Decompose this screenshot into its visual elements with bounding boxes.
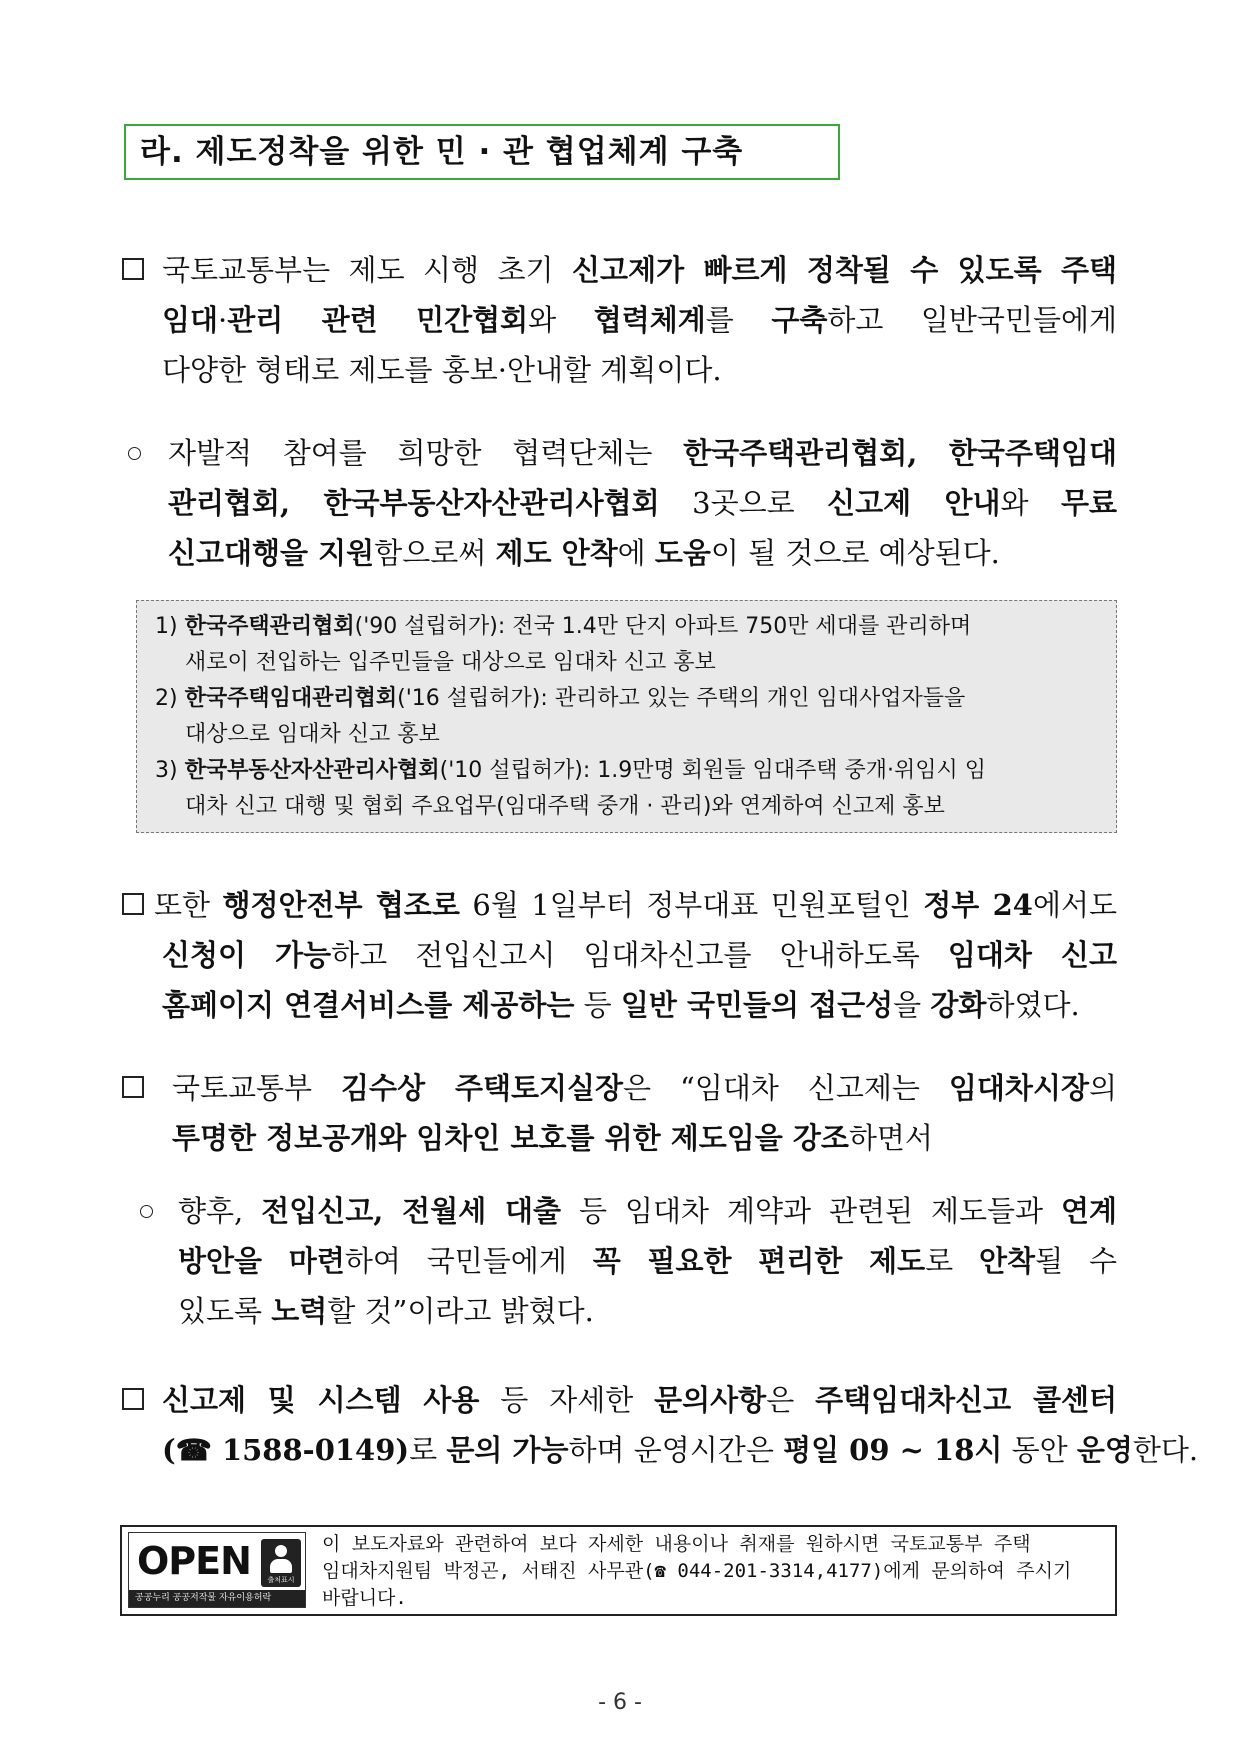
text-segment: 등 임대차 계약과 관련된 제도들과 xyxy=(561,1194,1061,1228)
bold-text-segment: 관리협회, 한국부동산자산관리사협회 xyxy=(168,486,660,520)
paragraph-line xyxy=(162,1425,1199,1475)
kogl-strip xyxy=(129,1590,305,1607)
text-segment: 2) xyxy=(155,686,185,711)
association-notes-box xyxy=(136,600,1117,833)
note-item-1-cont: 새로이 전입하는 입주민들을 대상으로 임대차 신고 홍보 xyxy=(185,650,716,675)
text-segment: 3곳으로 xyxy=(659,486,828,520)
paragraph-director-statement xyxy=(120,1063,1117,1163)
bold-text-segment: 임대차시장 xyxy=(948,1071,1089,1105)
text-segment: 국토교통부는 제도 시행 초기 xyxy=(162,253,573,287)
text-segment: 를 xyxy=(705,303,772,337)
text-segment: ('10 설립허가): 1.9만명 회원들 임대주택 중개·위임시 임 xyxy=(439,758,986,783)
text-segment: 할 것”이라고 밝혔다. xyxy=(327,1294,594,1328)
checkbox-bullet-icon xyxy=(122,1076,144,1098)
note-item-2 xyxy=(155,681,1102,717)
bold-text-segment: 문의사항 xyxy=(654,1383,767,1417)
text-segment: 에 xyxy=(617,536,655,570)
paragraph-cooperation xyxy=(120,245,1117,395)
bold-text-segment: 한국주택임대관리협회 xyxy=(184,686,398,711)
paragraph-line xyxy=(162,1375,1117,1425)
text-segment: 이 될 것으로 예상된다. xyxy=(710,536,1000,570)
checkbox-bullet-icon xyxy=(122,893,144,915)
paragraph-line xyxy=(178,1286,1117,1336)
bold-text-segment: 일반 국민들의 접근성 xyxy=(620,988,894,1022)
text-segment: 은 “임대차 신고제는 xyxy=(623,1071,949,1105)
contact-text xyxy=(322,1531,1108,1612)
text-segment: 동안 xyxy=(1002,1433,1077,1467)
paragraph-gov24 xyxy=(120,880,1117,1030)
checkbox-bullet-icon xyxy=(122,258,144,280)
attribution-person-icon xyxy=(261,1539,301,1587)
text-segment: ('90 설립허가): 전국 1.4만 단지 아파트 750만 세대를 관리하며 xyxy=(354,614,972,639)
note-item-3-cont: 대차 신고 대행 및 협회 주요업무(임대주택 중개 · 관리)와 연계하여 신고제 홍보 xyxy=(185,794,945,819)
bold-text-segment: 방안을 마련 xyxy=(178,1244,345,1278)
bold-text-segment: 도움 xyxy=(654,536,711,570)
circle-bullet-icon xyxy=(140,1205,153,1218)
text-segment: 하면서 xyxy=(848,1121,933,1155)
paragraph-line xyxy=(162,345,1117,395)
checkbox-bullet-icon xyxy=(122,1388,144,1410)
paragraph-partner-associations xyxy=(124,428,1117,578)
bold-text-segment: 문의 가능 xyxy=(446,1433,569,1467)
paragraph-line xyxy=(168,428,1117,478)
section-heading: 라. 제도정착을 위한 민 · 관 협업체계 구축 xyxy=(124,124,840,180)
paragraph-line xyxy=(154,880,1117,930)
text-segment: 함으로써 xyxy=(374,536,496,570)
paragraph-line xyxy=(162,980,1117,1030)
text-segment: ('16 설립허가): 관리하고 있는 주택의 개인 임대사업자들을 xyxy=(397,686,966,711)
contact-info-box xyxy=(120,1525,1117,1616)
bold-text-segment: 평일 09 ~ 18시 xyxy=(783,1433,1003,1467)
bold-text-segment: 신고제가 빠르게 정착될 수 있도록 주택 xyxy=(572,253,1117,287)
bold-text-segment: 신고제 안내 xyxy=(827,486,1001,520)
paragraph-line xyxy=(172,1063,1117,1113)
text-segment: 하였다. xyxy=(986,988,1080,1022)
paragraph-line xyxy=(168,528,1117,578)
text-segment: 또한 xyxy=(154,888,223,922)
bold-text-segment: 투명한 정보공개와 임차인 보호를 위한 제도임을 강조 xyxy=(172,1121,849,1155)
text-segment: 한다. xyxy=(1132,1433,1199,1467)
bold-text-segment: 한국부동산자산관리사협회 xyxy=(184,758,440,783)
paragraph-line xyxy=(178,1236,1117,1286)
text-segment: 등 xyxy=(574,988,621,1022)
bold-text-segment: 한국주택관리협회 xyxy=(184,614,355,639)
bold-text-segment: 신고대행을 지원 xyxy=(168,536,375,570)
text-segment: 로 xyxy=(925,1244,980,1278)
text-segment: 와 xyxy=(528,303,594,337)
bold-text-segment: 김수상 주택토지실장 xyxy=(341,1071,624,1105)
text-segment: 될 수 xyxy=(1035,1244,1117,1278)
text-segment: 와 xyxy=(1000,486,1061,520)
bold-text-segment: 강화 xyxy=(930,988,987,1022)
open-logo-text: OPEN xyxy=(137,1539,251,1583)
bold-text-segment: 신청이 가능 xyxy=(162,938,332,972)
bold-text-segment: 노력 xyxy=(271,1294,328,1328)
text-segment: 로 xyxy=(409,1433,447,1467)
text-segment: 하고 일반국민들에게 xyxy=(827,303,1118,337)
paragraph-line xyxy=(168,478,1117,528)
contact-line: 바랍니다. xyxy=(322,1587,407,1609)
bold-text-segment: 행정안전부 협조로 xyxy=(222,888,460,922)
text-segment: 의 xyxy=(1088,1071,1117,1105)
bold-text-segment: 정부 24 xyxy=(923,888,1033,922)
contact-line: 임대차지원팀 박정곤, 서태진 사무관(☎ 044-201-3314,4177)에게 문의하여 주시기 xyxy=(322,1560,1072,1582)
paragraph-line xyxy=(162,930,1117,980)
text-segment: 은 xyxy=(766,1383,816,1417)
paragraph-call-center xyxy=(120,1375,1199,1475)
note-item-1 xyxy=(155,609,1102,645)
bold-text-segment: 전입신고, 전월세 대출 xyxy=(261,1194,562,1228)
bold-text-segment: 관리 관련 민간협회 xyxy=(227,303,529,337)
text-segment: 에서도 xyxy=(1032,888,1117,922)
text-segment: 을 xyxy=(893,988,931,1022)
paragraph-line xyxy=(162,295,1117,345)
bold-text-segment: 한국주택관리협회, 한국주택임대 xyxy=(683,436,1118,470)
text-segment: 국토교통부 xyxy=(172,1071,342,1105)
text-segment: 하며 운영시간은 xyxy=(568,1433,784,1467)
bold-text-segment: 제도 안착 xyxy=(495,536,618,570)
paragraph-line xyxy=(162,245,1117,295)
text-segment: 향후, xyxy=(178,1194,262,1228)
text-segment: 6월 1일부터 정부대표 민원포털인 xyxy=(459,888,924,922)
bold-text-segment: 운영 xyxy=(1076,1433,1133,1467)
bold-text-segment: 무료 xyxy=(1061,486,1118,520)
text-segment: 하고 전입신고시 임대차신고를 안내하도록 xyxy=(331,938,948,972)
text-segment: 다양한 형태로 제도를 홍보·안내할 계획이다. xyxy=(162,353,722,387)
text-segment: · xyxy=(218,303,228,337)
text-segment: 1) xyxy=(155,614,185,639)
bold-text-segment: 구축 xyxy=(771,303,828,337)
page-number: - 6 - xyxy=(598,1690,642,1715)
paragraph-future-plan xyxy=(136,1186,1117,1336)
bold-text-segment: 신고제 및 시스템 사용 xyxy=(162,1383,480,1417)
circle-bullet-icon xyxy=(128,447,141,460)
attribution-label: 출처표시 xyxy=(267,1576,295,1584)
text-segment: 자발적 참여를 희망한 협력단체는 xyxy=(168,436,684,470)
kogl-open-logo xyxy=(128,1532,306,1608)
text-segment: 3) xyxy=(155,758,185,783)
bold-text-segment: 협력체계 xyxy=(593,303,706,337)
bold-text-segment: 주택임대차신고 콜센터 xyxy=(815,1383,1117,1417)
paragraph-line xyxy=(178,1186,1117,1236)
text-segment: 있도록 xyxy=(178,1294,272,1328)
note-item-3 xyxy=(155,753,1102,789)
contact-line: 이 보도자료와 관련하여 보다 자세한 내용이나 취재를 원하시면 국토교통부 주택 xyxy=(322,1533,1031,1555)
bold-text-segment: 연계 xyxy=(1060,1194,1117,1228)
text-segment: 하여 국민들에게 xyxy=(344,1244,593,1278)
paragraph-line xyxy=(172,1113,1117,1163)
bold-text-segment: 홈페이지 연결서비스를 제공하는 xyxy=(162,988,575,1022)
bold-text-segment: 꼭 필요한 편리한 제도 xyxy=(592,1244,926,1278)
bold-text-segment: 임대 xyxy=(162,303,219,337)
text-segment: 등 자세한 xyxy=(479,1383,655,1417)
bold-text-segment: (☎ 1588-0149) xyxy=(162,1433,410,1467)
bold-text-segment: 안착 xyxy=(979,1244,1036,1278)
bold-text-segment: 임대차 신고 xyxy=(947,938,1117,972)
note-item-2-cont: 대상으로 임대차 신고 홍보 xyxy=(185,722,440,747)
kogl-strip-text: 공공누리 공공저작물 자유이용허락 xyxy=(135,1593,272,1603)
